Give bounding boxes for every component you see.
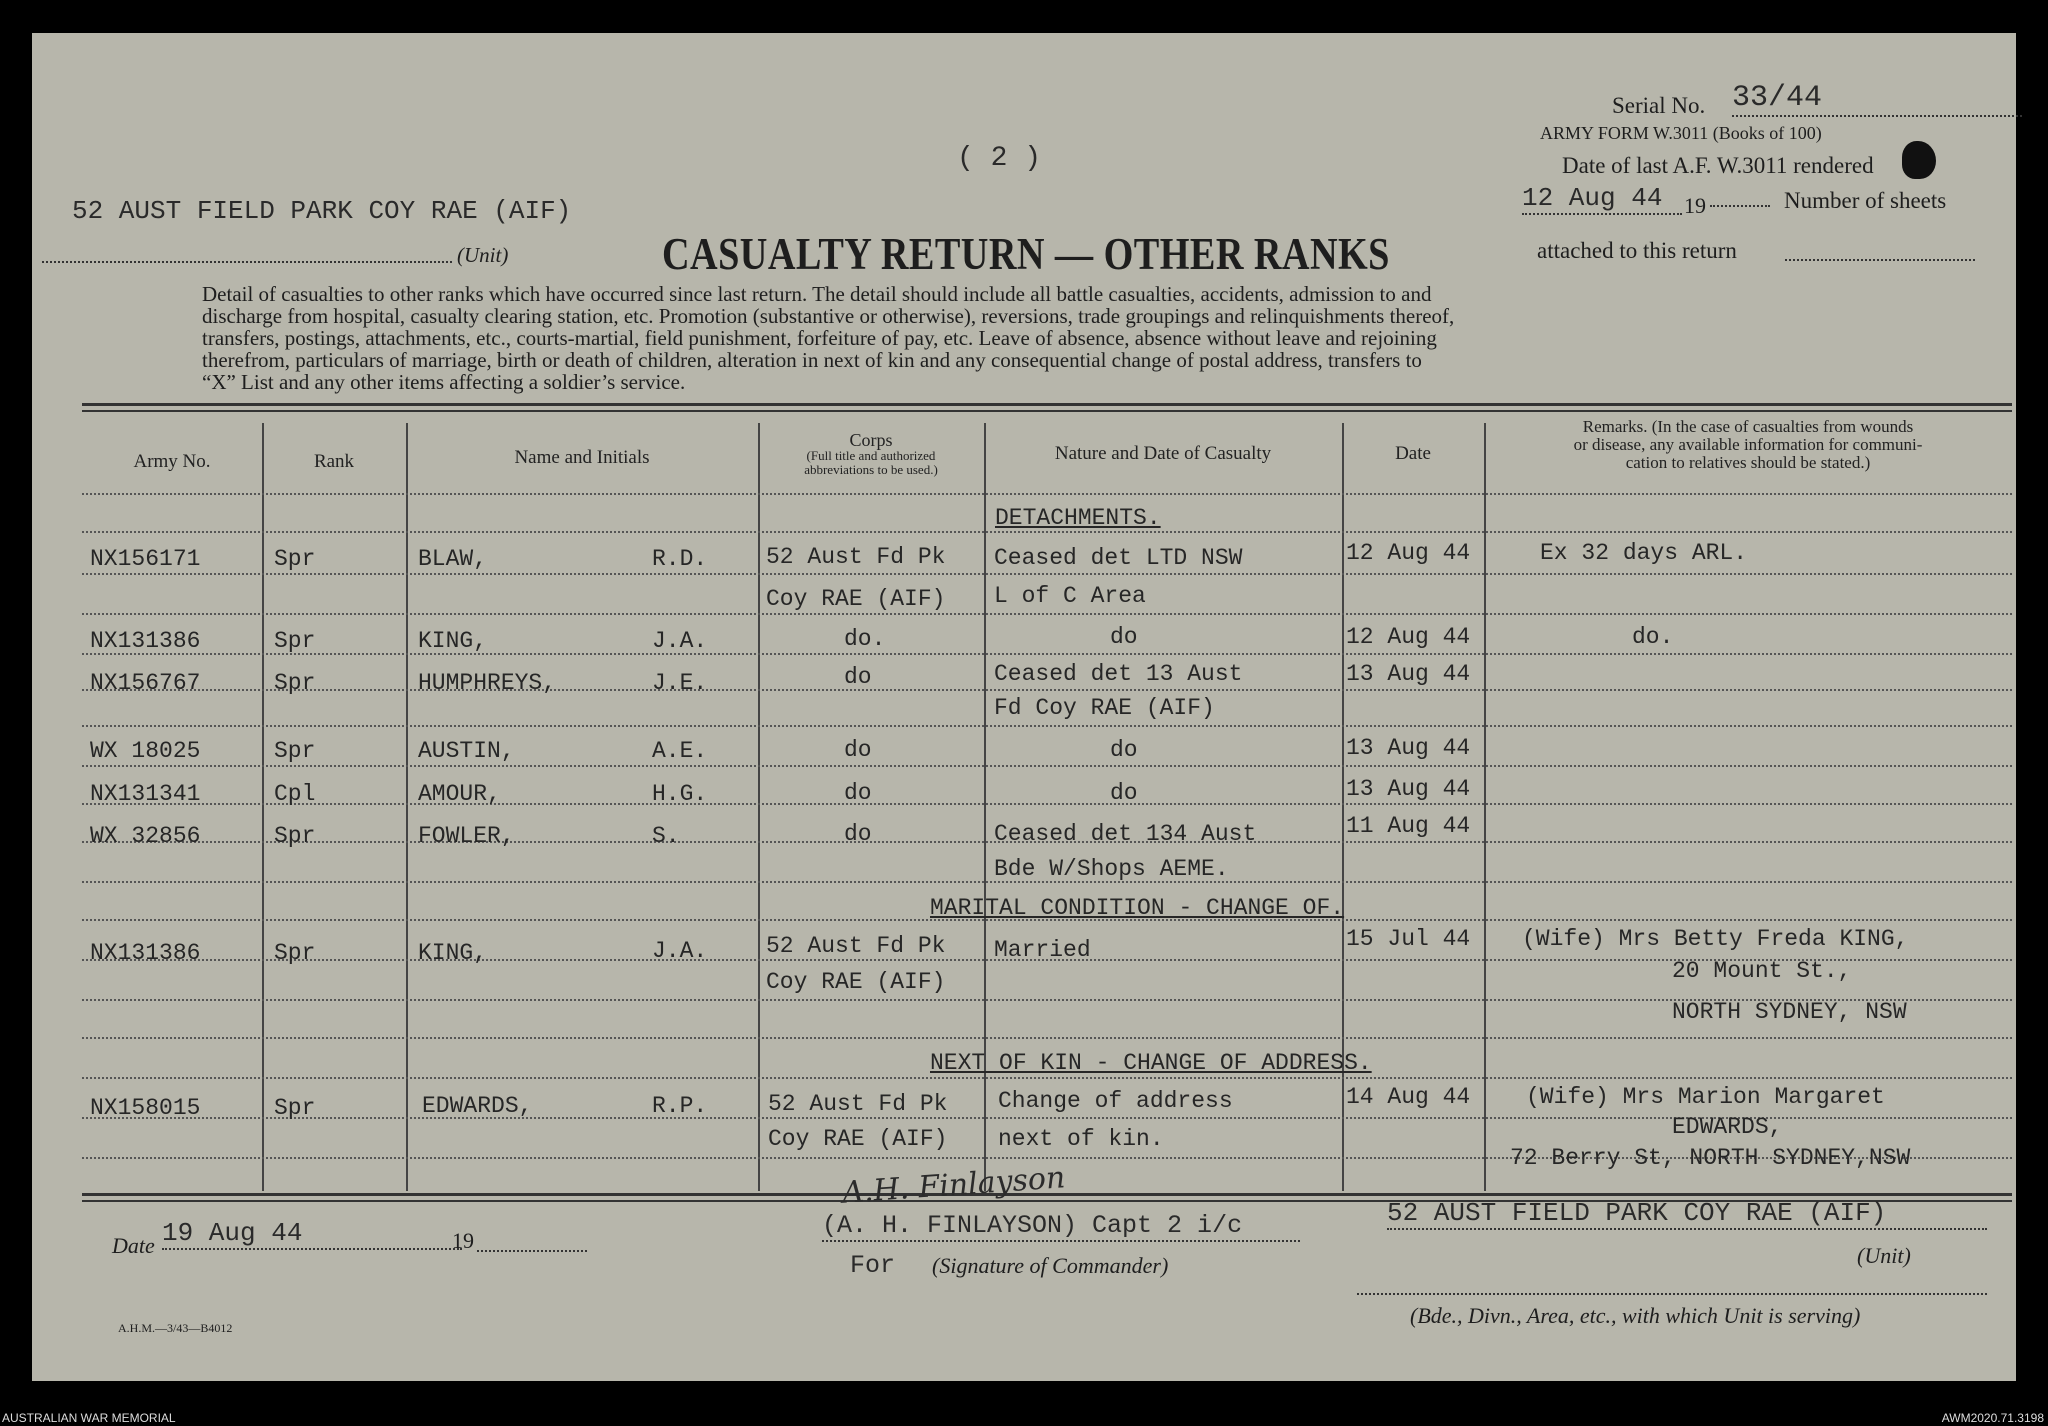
corps-cell: 52 Aust Fd Pk [766,933,946,959]
corps-cell: Coy RAE (AIF) [768,1126,948,1152]
corps-cell: do [844,821,872,847]
row-rule [82,1077,2012,1079]
instruction-line: transfers, postings, attachments, etc., courts-martial, field punishment, forfeiture of pay, etc. Leave of absence, absence without leave and rejoining [202,326,1437,350]
remarks-line: or disease, any available information for communi- [1573,435,1923,454]
nature-cell: Married [994,937,1091,963]
date-cell: 15 Jul 44 [1346,926,1471,952]
remarks-cell: do. [1632,624,1674,650]
rank-cell: Spr [274,670,316,696]
army-no-cell: NX158015 [90,1095,201,1121]
corps-cell: do [844,780,872,806]
sign-unit-value: 52 AUST FIELD PARK COY RAE (AIF) [1387,1198,1987,1230]
initials-cell: H.G. [652,781,708,807]
nature-cell: do [1110,737,1138,763]
army-no-cell: NX131386 [90,940,201,966]
date-cell: 13 Aug 44 [1346,661,1471,687]
rank-cell: Spr [274,628,316,654]
year-dots [1710,205,1770,207]
row-rule [82,573,2012,575]
name-cell: AMOUR, [418,781,501,807]
ink-blot [1902,141,1936,179]
instruction-line: discharge from hospital, casualty clearing station, etc. Promotion (substantive or otherwise), reversions, trade groupings and relinquishments thereof, [202,304,1455,328]
unit-dots [42,261,452,263]
nature-cell: Ceased det 134 Aust [994,821,1257,847]
remarks-cell: 20 Mount St., [1672,958,1852,984]
col-divider [406,423,408,1191]
date-value: 19 Aug 44 [162,1218,462,1250]
attached-label: attached to this return [1537,238,1737,263]
section-heading-marital: MARITAL CONDITION - CHANGE OF. [930,895,1345,921]
rank-cell: Spr [274,823,316,849]
commander-name: (A. H. FINLAYSON) Capt 2 i/c [822,1211,1300,1242]
corps-cell: 52 Aust Fd Pk [766,544,946,570]
remarks-line: Remarks. (In the case of casualties from wounds [1582,417,1914,436]
nature-cell: do [1110,780,1138,806]
corps-cell: Coy RAE (AIF) [766,969,946,995]
col-header-date: Date [1395,443,1431,464]
handwritten-signature: A.H. Finlayson [841,1160,1067,1211]
army-no-cell: NX131386 [90,628,201,654]
name-cell: AUSTIN, [418,738,515,764]
last-rendered-label: Date of last A.F. W.3011 rendered [1562,153,1874,178]
corps-cell: do [844,664,872,690]
initials-cell: J.E. [652,670,708,696]
nature-cell: L of C Area [994,583,1146,609]
form-id: ARMY FORM W.3011 (Books of 100) [1540,123,1822,143]
for-label: For [850,1251,896,1280]
last-rendered-date: 12 Aug 44 [1522,183,1682,215]
instruction-line: therefrom, particulars of marriage, birth or death of children, alteration in next of kin and any consequential change of postal address, transfers to [202,348,1422,372]
rank-cell: Spr [274,546,316,572]
bde-label: (Bde., Divn., Area, etc., with which Unit is serving) [1410,1303,1861,1328]
corps-note: (Full title and authorized [806,448,936,463]
rank-cell: Cpl [274,781,316,807]
name-cell: FOWLER, [418,823,515,849]
name-cell: KING, [418,940,488,966]
date-cell: 12 Aug 44 [1346,624,1471,650]
date-label: Date [112,1233,155,1258]
corps-cell: do [844,737,872,763]
nature-cell: next of kin. [998,1126,1164,1152]
date-cell: 13 Aug 44 [1346,776,1471,802]
unit-label: (Unit) [457,243,509,267]
col-header-corps [758,431,984,477]
serial-value: 33/44 [1732,81,2022,117]
name-cell: EDWARDS, [422,1093,533,1119]
army-no-cell: NX156171 [90,546,201,572]
rank-cell: Spr [274,738,316,764]
remarks-cell: NORTH SYDNEY, NSW [1672,999,1907,1025]
initials-cell: S. [652,823,680,849]
corps-cell: Coy RAE (AIF) [766,586,946,612]
remarks-line: cation to relatives should be stated.) [1625,453,1871,472]
col-divider [262,423,264,1191]
archive-id: AWM2020.71.3198 [1941,1411,2044,1425]
bde-dots [1357,1293,1987,1295]
print-code: A.H.M.—3/43—B4012 [118,1321,233,1335]
date-cell: 12 Aug 44 [1346,540,1471,566]
nature-cell: Bde W/Shops AEME. [994,856,1229,882]
corps-title: Corps [849,430,893,450]
col-header-nature: Nature and Date of Casualty [1054,443,1272,464]
row-rule [82,803,2012,805]
col-header-army-no: Army No. [133,451,211,472]
row-rule [82,1037,2012,1039]
name-cell: BLAW, [418,546,488,572]
initials-cell: A.E. [652,738,708,764]
date-cell: 11 Aug 44 [1346,813,1471,839]
army-no-cell: NX156767 [90,670,201,696]
date-cell: 14 Aug 44 [1346,1084,1471,1110]
nature-cell: do [1110,624,1138,650]
unit-value: 52 AUST FIELD PARK COY RAE (AIF) [72,196,572,226]
row-rule [82,653,2012,655]
row-rule [82,613,2012,615]
rank-cell: Spr [274,1095,316,1121]
nature-cell: Ceased det LTD NSW [994,545,1243,571]
remarks-cell: Ex 32 days ARL. [1540,540,1748,566]
sheets-label: Number of sheets [1784,188,1947,213]
year-label: 19 [452,1228,474,1253]
remarks-cell: (Wife) Mrs Betty Freda KING, [1522,926,1909,952]
col-divider [758,423,760,1191]
remarks-cell: 72 Berry St, NORTH SYDNEY,NSW [1510,1145,1911,1171]
army-no-cell: WX 32856 [90,823,201,849]
initials-cell: R.P. [652,1093,708,1119]
nature-cell: Change of address [998,1088,1233,1114]
row-rule [82,493,2012,495]
corps-note: abbreviations to be used.) [804,462,938,477]
initials-cell: J.A. [652,628,708,654]
corps-cell: do. [844,626,886,652]
rank-cell: Spr [274,940,316,966]
col-divider [1484,423,1486,1191]
col-header-name: Name and Initials [514,447,650,468]
serial-label: Serial No. [1612,93,1706,118]
instruction-line: Detail of casualties to other ranks which have occurred since last return. The detail should include all battle casualties, accidents, admission to and [202,282,1432,306]
section-heading-nok: NEXT OF KIN - CHANGE OF ADDRESS. [930,1050,1372,1076]
attached-dots [1785,259,1975,261]
row-rule [82,725,2012,727]
name-cell: KING, [418,628,488,654]
section-heading-detachments: DETACHMENTS. [995,505,1161,531]
page-marker: ( 2 ) [957,143,1042,174]
row-rule [82,531,2012,533]
nature-cell: Fd Coy RAE (AIF) [994,695,1215,721]
nature-cell: Ceased det 13 Aust [994,661,1243,687]
row-rule [82,765,2012,767]
corps-cell: 52 Aust Fd Pk [768,1091,948,1117]
last-rendered-year: 19 [1684,193,1706,218]
instructions [202,283,1942,393]
date-cell: 13 Aug 44 [1346,735,1471,761]
row-rule [82,689,2012,691]
signature-label: (Signature of Commander) [932,1253,1169,1278]
initials-cell: R.D. [652,546,708,572]
form-sheet [32,33,2016,1381]
archive-label: AUSTRALIAN WAR MEMORIAL [2,1411,176,1425]
army-no-cell: NX131341 [90,781,201,807]
instruction-line: “X” List and any other items affecting a soldier’s service. [202,370,686,394]
army-no-cell: WX 18025 [90,738,201,764]
col-header-rank: Rank [313,451,355,472]
remarks-cell: EDWARDS, [1672,1114,1783,1140]
table-top-rule [82,403,2012,406]
table-top-rule-2 [82,410,2012,412]
page-title: CASUALTY RETURN — OTHER RANKS [662,229,1390,279]
sign-unit-label: (Unit) [1857,1243,1911,1268]
name-cell: HUMPHREYS, [418,670,557,696]
col-header-remarks [1484,418,2012,472]
year-dots [477,1250,587,1252]
initials-cell: J.A. [652,938,708,964]
remarks-cell: (Wife) Mrs Marion Margaret [1526,1084,1885,1110]
